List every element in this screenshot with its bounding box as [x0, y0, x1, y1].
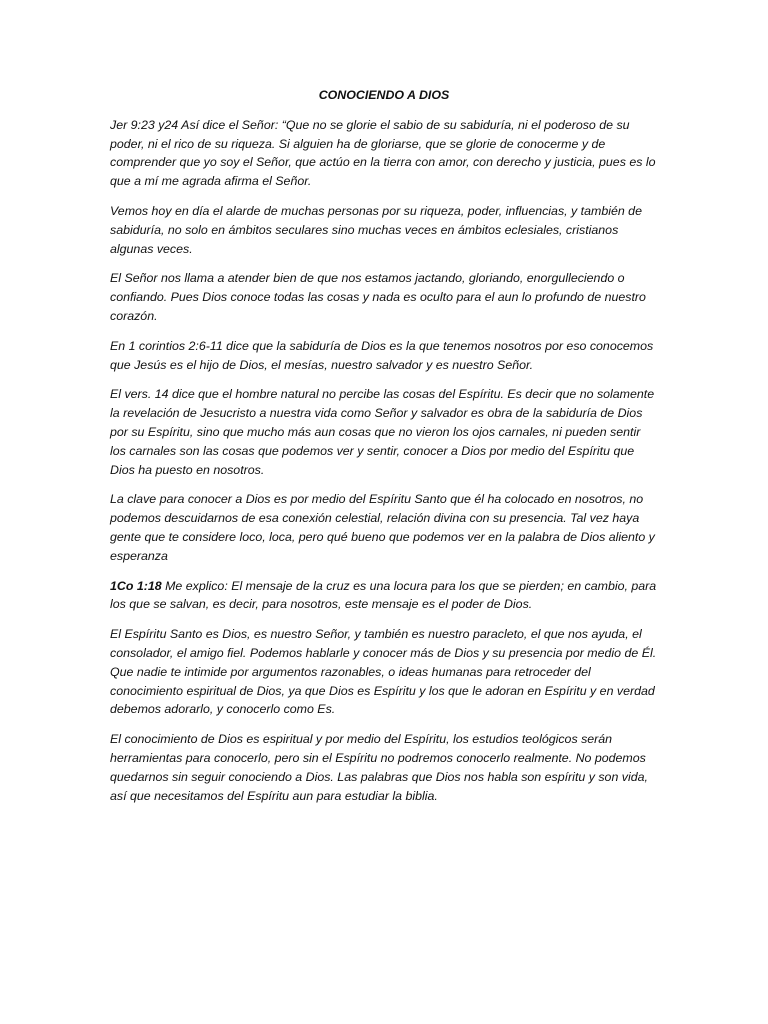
paragraph-vers-14: El vers. 14 dice que el hombre natural no percibe las cosas del Espíritu. Es decir que no solamente la revelación de Jesucristo a nuestra vida como Señor y salvador es obra de la sabiduría de Dios por su Espíritu, sino que mucho más aun cosas que no vieron los ojos carnales, ni pueden sentir los carnales son las cosas que podemos ver y sentir, conocer a Dios por medio del Espíritu que Dios ha puesto en nosotros. — [110, 387, 655, 477]
document-body — [110, 86, 658, 816]
paragraph-espiritu-santo: El Espíritu Santo es Dios, es nuestro Señor, y también es nuestro paracleto, el que nos ayuda, el consolador, el amigo fiel. Podemos hablarle y conocer más de Dios y su presencia por medio de Él. Que nadie te intimide por argumentos razonables, o ideas humanas para retroceder del conocimiento espiritual de Dios, ya que Dios es Espíritu y los que le adoran en Espíritu y en verdad debemos adorarlo, y conocerlo como Es. — [110, 627, 657, 717]
paragraph-alarde: Vemos hoy en día el alarde de muchas personas por su riqueza, poder, influencias, y también de sabiduría, no solo en ámbitos seculares sino muchas veces en ámbitos eclesiales, cristianos algunas veces. — [110, 203, 642, 256]
paragraph-verse — [110, 577, 658, 615]
paragraph-conocimiento: El conocimiento de Dios es espiritual y por medio del Espíritu, los estudios teológicos serán herramientas para conocerlo, pero sin el Espíritu no podremos conocerlo realmente. No podemos quedarnos sin seguir conociendo a Dios. Las palabras que Dios nos habla son espíritu y son vida, así que necesitamos del Espíritu aun para estudiar la biblia. — [110, 732, 648, 803]
document-title: CONOCIENDO A DIOS — [318, 88, 450, 102]
paragraph-clave: La clave para conocer a Dios es por medio del Espíritu Santo que él ha colocado en nosotros, no podemos descuidarnos de esa conexión celestial, relación divina con su presencia. Tal vez haya gente que te considere loco, loca, pero qué bueno que podemos ver en la palabra de Dios aliento y esperanza — [110, 492, 655, 563]
paragraph-corintios: En 1 corintios 2:6-11 dice que la sabiduría de Dios es la que tenemos nosotros por eso conocemos que Jesús es el hijo de Dios, el mesías, nuestro salvador y es nuestro Señor. — [110, 338, 654, 372]
verse-reference: 1Co 1:18 — [110, 578, 162, 593]
paragraph-llamado: El Señor nos llama a atender bien de que nos estamos jactando, gloriando, enorgulleciendo o confiando. Pues Dios conoce todas las cosas y nada es oculto para el aun lo profundo de nuestro corazón. — [110, 271, 646, 323]
verse-text: Me explico: El mensaje de la cruz es una locura para los que se pierden; en cambio, para los que se salvan, es decir, para nosotros, este mensaje es el poder de Dios. — [110, 578, 657, 612]
paragraph-jeremias: Jer 9:23 y24 Así dice el Señor: “Que no se glorie el sabio de su sabiduría, ni el poderoso de su poder, ni el rico de su riqueza. Si alguien ha de gloriarse, que se glorie de conocerme y de comprender que yo soy el Señor, que actúo en la tierra con amor, con derecho y justicia, pues es lo que a mí me agrada afirma el Señor. — [110, 117, 656, 189]
